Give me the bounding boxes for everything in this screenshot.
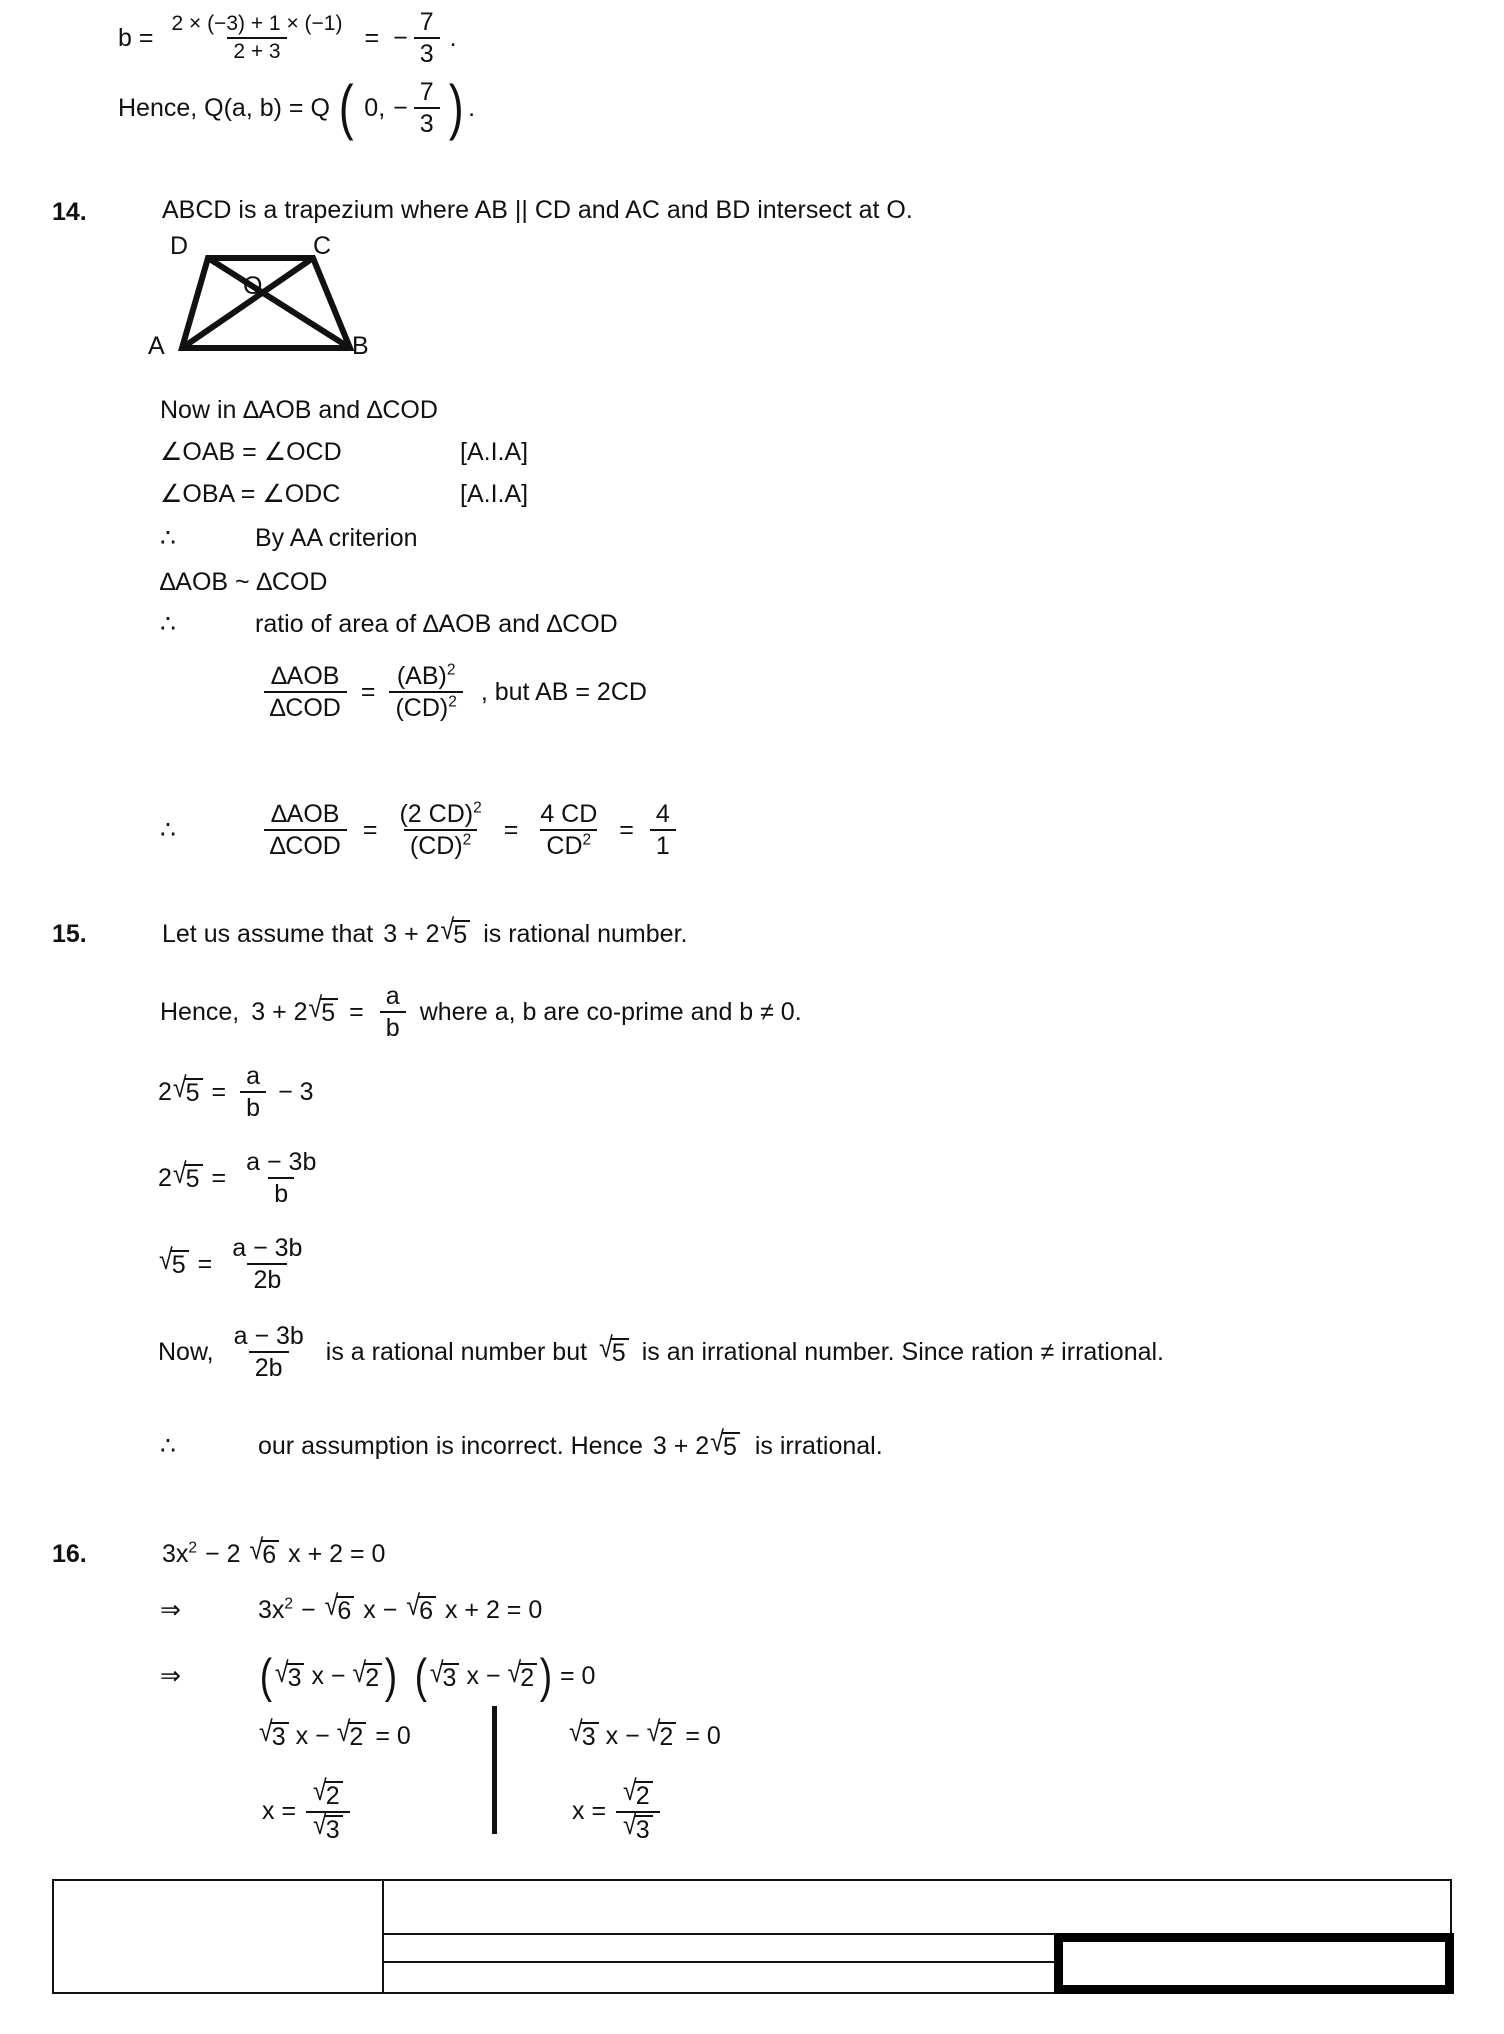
trapezium-svg — [150, 240, 440, 370]
q16-line3-radical-1 — [274, 1655, 305, 1692]
q15-step2-radical — [172, 1157, 203, 1193]
q14-eq2-left-den: ∆COD — [264, 829, 347, 860]
q16-line-2 — [160, 1589, 543, 1625]
q15-conclusion-now: Now, — [158, 1337, 214, 1366]
paren-close: ) — [448, 73, 464, 142]
q15-conclusion-tail: is an irrational number. Since ration ≠ irrational. — [641, 1337, 1165, 1366]
q16-left-radicand-2: 2 — [348, 1722, 366, 1750]
q14-eq2-equals-a: = — [362, 815, 378, 844]
q16-line3-arrow: ⇒ — [160, 1662, 181, 1691]
q16-line3-factor-1 — [258, 1650, 399, 1703]
q15-line2-frac-den: b — [380, 1011, 406, 1042]
q16-left-sol-den-radicand: 3 — [325, 1815, 343, 1843]
q16-right-t1: x − — [605, 1721, 640, 1750]
q14-angle-2-text: ∠OBA = ∠ODC — [160, 480, 341, 508]
q16-branch-right-solution — [572, 1774, 666, 1844]
q14-eq1-equals: = — [360, 677, 376, 706]
q14-eq2-t1-num-exp: 2 — [473, 799, 482, 817]
q15-step-1 — [158, 1062, 314, 1122]
q14-eq2-t3-den: 1 — [650, 829, 676, 860]
radical-sign-icon: √ — [313, 1774, 327, 1807]
hence-period: . — [468, 93, 476, 122]
q15-step1-frac-den: b — [240, 1091, 266, 1122]
q14-angle-1-reason: [A.I.A] — [460, 438, 529, 466]
q14-eq1-note: , but AB = 2CD — [480, 677, 647, 706]
q15-line2-suffix: where a, b are co-prime and b ≠ 0. — [419, 997, 802, 1026]
b-equals-label: b = — [118, 23, 154, 52]
b-result-fraction — [414, 8, 440, 68]
q15-line2-expr-prefix: 3 + 2 — [251, 997, 308, 1026]
paren-open: ( — [259, 1650, 273, 1703]
q14-aa-criterion-label: By AA criterion — [255, 524, 418, 552]
b-denominator: 2 + 3 — [227, 37, 286, 64]
q15-step2-fraction — [240, 1148, 322, 1208]
q16-left-t1: x − — [295, 1721, 330, 1750]
q14-eq1-right-den-exp: 2 — [448, 693, 457, 711]
q15-step1-tail: − 3 — [278, 1077, 314, 1106]
question-16-row — [0, 1533, 1400, 1570]
q16-line3-radicand-2: 2 — [364, 1663, 382, 1691]
q14-eq1-left-num: ∆AOB — [271, 662, 340, 690]
q15-conclusion-frac-num: a − 3b — [233, 1322, 304, 1350]
q16-left-sol-num-radicand: 2 — [325, 1781, 343, 1809]
radical-sign-icon: √ — [569, 1715, 583, 1748]
b-result-numerator: 7 — [419, 8, 434, 36]
paren-close: ) — [539, 1650, 553, 1703]
q15-line2-equals: = — [349, 997, 364, 1026]
hence-q-line — [118, 73, 476, 142]
top-equation-b — [118, 8, 457, 68]
radical-sign-icon: √ — [159, 1243, 173, 1276]
q16-line1-a-exp: 2 — [188, 1539, 198, 1557]
q14-therefore-2: ∴ — [160, 610, 176, 638]
q15-final-radical — [710, 1425, 740, 1461]
q14-eq1-right-num-exp: 2 — [446, 661, 456, 679]
b-period: . — [449, 23, 457, 52]
q14-eq2-t1-den-exp: 2 — [462, 831, 472, 849]
paren-close: ) — [384, 1650, 398, 1703]
q14-eq1-left-den: ∆COD — [264, 691, 347, 722]
q16-left-sol-den-radical — [313, 1808, 343, 1844]
trapezium-diagram — [148, 232, 440, 370]
radical-sign-icon: √ — [313, 1808, 327, 1841]
q14-eq2-equals-b: = — [503, 815, 519, 844]
q15-line2 — [160, 982, 802, 1042]
q14-ratio-statement: ratio of area of ∆AOB and ∆COD — [255, 610, 618, 638]
radical-sign-icon: √ — [249, 1533, 264, 1567]
q16-right-tail: = 0 — [685, 1721, 721, 1750]
q16-line3-radical-3 — [429, 1655, 460, 1692]
q16-left-sol-num-radical — [313, 1774, 343, 1811]
diagram-label-B: B — [352, 332, 369, 360]
q16-line2-radical-2 — [406, 1589, 436, 1625]
q14-therefore-3: ∴ — [160, 815, 176, 844]
q14-eq2-term3-fraction — [650, 800, 676, 860]
q15-conclusion-mid: is a rational number but — [325, 1337, 588, 1366]
q15-step2-radicand: 5 — [185, 1164, 203, 1192]
q15-step1-radical — [172, 1071, 203, 1107]
hence-first-coord: 0, — [364, 93, 386, 122]
q16-line2-radicand-2: 6 — [418, 1596, 436, 1624]
radical-sign-icon: √ — [324, 1589, 339, 1622]
q14-eq2-t1-num — [393, 800, 487, 829]
q16-line1-radical — [249, 1533, 279, 1570]
q14-eq1-left-fraction — [264, 662, 347, 722]
q15-line1-expr-prefix: 3 + 2 — [383, 920, 440, 948]
q16-line3-radical-2 — [352, 1655, 383, 1692]
diagram-label-O: O — [243, 272, 263, 300]
q14-line-angle-2 — [160, 482, 528, 507]
q14-angle-2-reason: [A.I.A] — [460, 480, 529, 508]
q15-step3-radical — [159, 1243, 189, 1279]
q14-eq2-term2-fraction — [534, 800, 603, 860]
q16-right-sol-num-radicand: 2 — [635, 1781, 653, 1809]
q15-conclusion-frac-den: 2b — [249, 1351, 289, 1382]
q16-right-sol-den — [616, 1808, 660, 1844]
q14-equation-1 — [258, 662, 647, 722]
q15-line2-frac-num: a — [385, 982, 400, 1010]
q14-therefore-1: ∴ — [160, 524, 176, 552]
q16-right-solution-fraction — [616, 1774, 660, 1844]
q16-line2-a-exp: 2 — [284, 1595, 294, 1613]
q15-final-therefore: ∴ — [160, 1431, 176, 1460]
b-numerator: 2 × (−3) + 1 × (−1) — [171, 12, 343, 36]
radical-sign-icon: √ — [274, 1655, 289, 1689]
paren-open: ( — [338, 73, 354, 142]
q15-step3-fraction — [226, 1234, 308, 1294]
q14-eq1-right-num — [391, 662, 462, 691]
q16-line3-radicand-3: 3 — [442, 1663, 460, 1691]
radical-sign-icon: √ — [599, 1331, 613, 1364]
q16-line3-radical-4 — [507, 1655, 538, 1692]
q16-left-radical-2 — [336, 1715, 367, 1751]
q16-line3-tail: = 0 — [559, 1662, 596, 1691]
hence-fraction — [414, 78, 440, 138]
q16-line2-radical-1 — [324, 1589, 355, 1625]
radical-sign-icon: √ — [710, 1425, 724, 1458]
q15-line1-suffix: is rational number. — [483, 920, 688, 948]
q14-eq1-right-num-base: (AB) — [396, 662, 447, 690]
q16-right-sol-den-radicand: 3 — [635, 1815, 653, 1843]
q15-line2-hence: Hence, — [160, 997, 240, 1026]
q15-step2-equals: = — [211, 1163, 227, 1192]
q14-aa-criterion-row — [160, 526, 418, 551]
q16-line2-radicand-1: 6 — [336, 1596, 354, 1624]
q15-step1-frac-num: a — [246, 1062, 261, 1090]
q15-final-text-b: is irrational. — [754, 1431, 883, 1460]
q14-eq2-t2-den-exp: 2 — [582, 831, 592, 849]
q16-line1-a-base: 3x — [162, 1540, 189, 1568]
b-main-fraction — [165, 12, 348, 63]
radical-sign-icon: √ — [406, 1589, 421, 1622]
q15-final-text-a: our assumption is incorrect. Hence — [258, 1431, 643, 1460]
q16-left-sol-den — [306, 1808, 350, 1844]
q16-line2-c: x − — [363, 1595, 398, 1624]
q15-step1-equals: = — [211, 1077, 227, 1106]
q14-eq2-t2-den — [540, 829, 597, 860]
question-15-row — [0, 913, 1400, 950]
q16-left-radicand-1: 3 — [271, 1722, 289, 1750]
q16-line1-b: − 2 — [205, 1540, 241, 1568]
q14-eq1-right-den-base: (CD) — [395, 694, 449, 722]
q15-step3-radicand: 5 — [171, 1250, 189, 1278]
diagram-label-D: D — [170, 232, 189, 260]
q15-conclusion — [158, 1322, 1164, 1382]
q16-right-sol-lhs: x = — [572, 1797, 607, 1826]
q14-eq2-t2-num: 4 CD — [540, 800, 598, 828]
q16-line3-t1: x − — [311, 1662, 346, 1691]
q14-eq2-t1-den-base: (CD) — [409, 832, 463, 860]
q15-final-expr-prefix: 3 + 2 — [652, 1431, 710, 1460]
q15-line2-radical — [308, 991, 339, 1027]
q15-step3-frac-num: a − 3b — [232, 1234, 303, 1262]
footer-black-box — [1054, 1933, 1454, 1994]
b-equals-2: = — [364, 23, 380, 52]
q16-right-radicand-1: 3 — [581, 1722, 599, 1750]
q16-left-tail: = 0 — [375, 1721, 411, 1750]
radical-sign-icon: √ — [646, 1715, 661, 1748]
q14-similarity: ∆AOB ~ ∆COD — [160, 568, 328, 596]
question-14-statement: ABCD is a trapezium where AB || CD and AC and BD intersect at O. — [162, 196, 913, 224]
q14-eq2-t2-den-base: CD — [546, 832, 583, 860]
q16-line2-a-base: 3x — [258, 1595, 285, 1624]
q16-line1-radicand: 6 — [261, 1540, 279, 1568]
diagram-label-C: C — [313, 232, 332, 260]
q15-line1-radicand: 5 — [452, 920, 470, 948]
radical-sign-icon: √ — [429, 1655, 444, 1689]
diagram-label-A: A — [148, 332, 165, 360]
q14-eq2-equals-c: = — [619, 815, 634, 844]
q15-step2-frac-num: a − 3b — [246, 1148, 317, 1176]
q14-eq2-term1-fraction — [393, 800, 487, 860]
q16-branch-left-solution — [262, 1774, 356, 1844]
radical-sign-icon: √ — [352, 1655, 367, 1689]
radical-sign-icon: √ — [507, 1655, 522, 1689]
q16-line-3 — [160, 1650, 596, 1703]
q15-step1-fraction — [240, 1062, 266, 1122]
q16-line1-a — [162, 1539, 198, 1568]
q14-angle-1-text: ∠OAB = ∠OCD — [160, 438, 342, 466]
hence-numerator: 7 — [419, 78, 434, 106]
q14-eq2-t1-den — [404, 829, 477, 860]
q15-line1-prefix: Let us assume that — [162, 920, 374, 948]
question-15-number: 15. — [52, 920, 87, 948]
q16-right-radicand-2: 2 — [658, 1722, 676, 1750]
radical-sign-icon: √ — [440, 913, 455, 947]
q15-step1-coef: 2 — [158, 1077, 172, 1106]
q15-step2-frac-den: b — [268, 1177, 294, 1208]
q15-step3-equals: = — [197, 1249, 213, 1278]
question-14-number: 14. — [52, 198, 87, 226]
footer-cell-left — [54, 1881, 384, 1992]
q16-branch-left-equation — [258, 1715, 411, 1751]
paren-open: ( — [414, 1650, 428, 1703]
q16-line3-factor-2 — [413, 1650, 554, 1703]
q16-line2-d: x + 2 = 0 — [444, 1595, 543, 1624]
q16-line2-b: − — [301, 1595, 316, 1624]
hence-prefix: Hence, Q(a, b) = Q — [118, 93, 330, 122]
q16-right-radical-2 — [646, 1715, 677, 1751]
q15-step1-radicand: 5 — [185, 1078, 203, 1106]
q15-step2-coef: 2 — [158, 1163, 172, 1192]
q14-eq1-right-fraction — [389, 662, 462, 722]
q15-step-2 — [158, 1148, 328, 1208]
q16-right-sol-num-radical — [623, 1774, 653, 1811]
branch-separator-rule — [492, 1706, 497, 1834]
q16-line3-radicand-4: 2 — [519, 1663, 537, 1691]
question-16-number: 16. — [52, 1540, 87, 1568]
q14-eq2-t3-num: 4 — [655, 800, 670, 828]
radical-sign-icon: √ — [259, 1715, 273, 1748]
b-result-denominator: 3 — [414, 37, 440, 68]
q16-line3-t2: x − — [466, 1662, 501, 1691]
q14-line-angle-1 — [160, 440, 528, 465]
q14-line-now-in: Now in ∆AOB and ∆COD — [160, 396, 438, 424]
q14-ratio-statement-row — [160, 612, 618, 637]
hence-paren-group — [336, 73, 466, 142]
q14-eq2-left-fraction — [264, 800, 347, 860]
q15-conclusion-radical — [599, 1331, 629, 1367]
q16-line2-arrow: ⇒ — [160, 1595, 181, 1624]
q15-step-3 — [158, 1234, 314, 1294]
hence-denominator: 3 — [414, 107, 440, 138]
radical-sign-icon: √ — [172, 1157, 187, 1190]
radical-sign-icon: √ — [336, 1715, 351, 1748]
q16-line1-c: x + 2 = 0 — [288, 1540, 386, 1568]
q14-eq2-left-num: ∆AOB — [271, 800, 340, 828]
radical-sign-icon: √ — [308, 991, 323, 1024]
q16-left-solution-fraction — [306, 1774, 350, 1844]
q15-line2-radicand: 5 — [320, 998, 338, 1026]
q15-final-radicand: 5 — [722, 1432, 740, 1460]
q14-eq2-t1-num-base: (2 CD) — [399, 800, 474, 828]
q16-line3-radicand-1: 3 — [287, 1663, 305, 1691]
radical-sign-icon: √ — [172, 1071, 187, 1104]
q16-left-radical-1 — [259, 1715, 289, 1751]
q15-final-line — [160, 1425, 883, 1461]
q16-line2-a — [258, 1595, 294, 1624]
hence-sign: − — [393, 93, 408, 122]
q16-right-sol-num — [616, 1774, 660, 1811]
radical-sign-icon: √ — [623, 1774, 637, 1807]
q15-conclusion-radicand: 5 — [611, 1338, 629, 1366]
footer-table — [52, 1879, 1452, 1994]
q16-left-sol-num — [306, 1774, 350, 1811]
q14-equation-2 — [160, 800, 682, 860]
q15-line2-fraction — [380, 982, 406, 1042]
q15-line1-radical — [440, 913, 471, 950]
q15-step3-frac-den: 2b — [247, 1263, 287, 1294]
q16-branch-right-equation — [568, 1715, 721, 1751]
b-result-sign: − — [393, 23, 408, 52]
q16-right-radical-1 — [569, 1715, 599, 1751]
question-14-statement-row — [0, 198, 1400, 227]
q15-conclusion-fraction — [228, 1322, 310, 1382]
q16-left-sol-lhs: x = — [262, 1797, 297, 1826]
radical-sign-icon: √ — [623, 1808, 637, 1841]
q16-right-sol-den-radical — [623, 1808, 653, 1844]
q14-eq1-right-den — [389, 691, 462, 722]
